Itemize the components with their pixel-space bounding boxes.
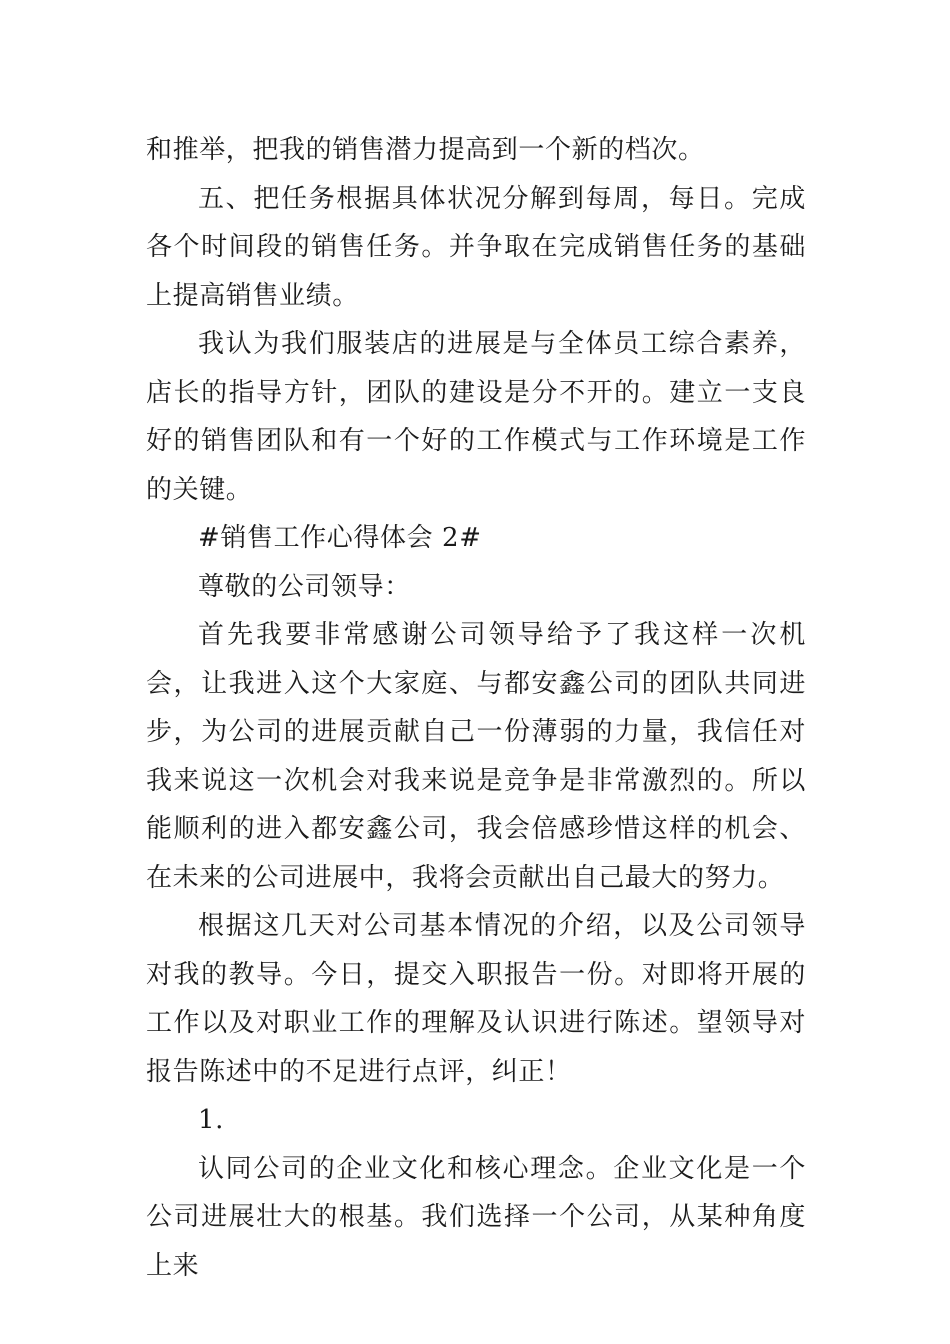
section-heading: #销售工作心得体会 2# [198, 523, 482, 553]
paragraph-gratitude: 首先我要非常感谢公司领导给予了我这样一次机会，让我进入这个大家庭、与都安鑫公司的团队共同进步，为公司的进展贡献自己一份薄弱的力量，我信任对我来说这一次机会对我来说是竞争是非常激烈的。所以能顺利的进入都安鑫公司，我会倍感珍惜这样的机会、在未来的公司进展中，我将会贡献出自己最大的努力。 [146, 620, 806, 893]
paragraph-continuation: 和推举，把我的销售潜力提高到一个新的档次。 [146, 135, 705, 165]
list-number: 1. [198, 1105, 225, 1135]
document-body [146, 126, 806, 1290]
paragraph-report-intro: 根据这几天对公司基本情况的介绍，以及公司领导对我的教导。今日，提交入职报告一份。对即将开展的工作以及对职业工作的理解及认识进行陈述。望领导对报告陈述中的不足进行点评，纠正！ [146, 911, 806, 1087]
paragraph-store-development: 我认为我们服装店的进展是与全体员工综合素养，店长的指导方针，团队的建设是分不开的。建立一支良好的销售团队和有一个好的工作模式与工作环境是工作的关键。 [146, 329, 806, 505]
salutation: 尊敬的公司领导： [198, 571, 411, 602]
paragraph-corporate-culture: 认同公司的企业文化和核心理念。企业文化是一个公司进展壮大的根基。我们选择一个公司，从某种角度上来 [146, 1153, 806, 1281]
paragraph-item-five: 五、把任务根据具体状况分解到每周，每日。完成各个时间段的销售任务。并争取在完成销售任务的基础上提高销售业绩。 [146, 183, 806, 311]
